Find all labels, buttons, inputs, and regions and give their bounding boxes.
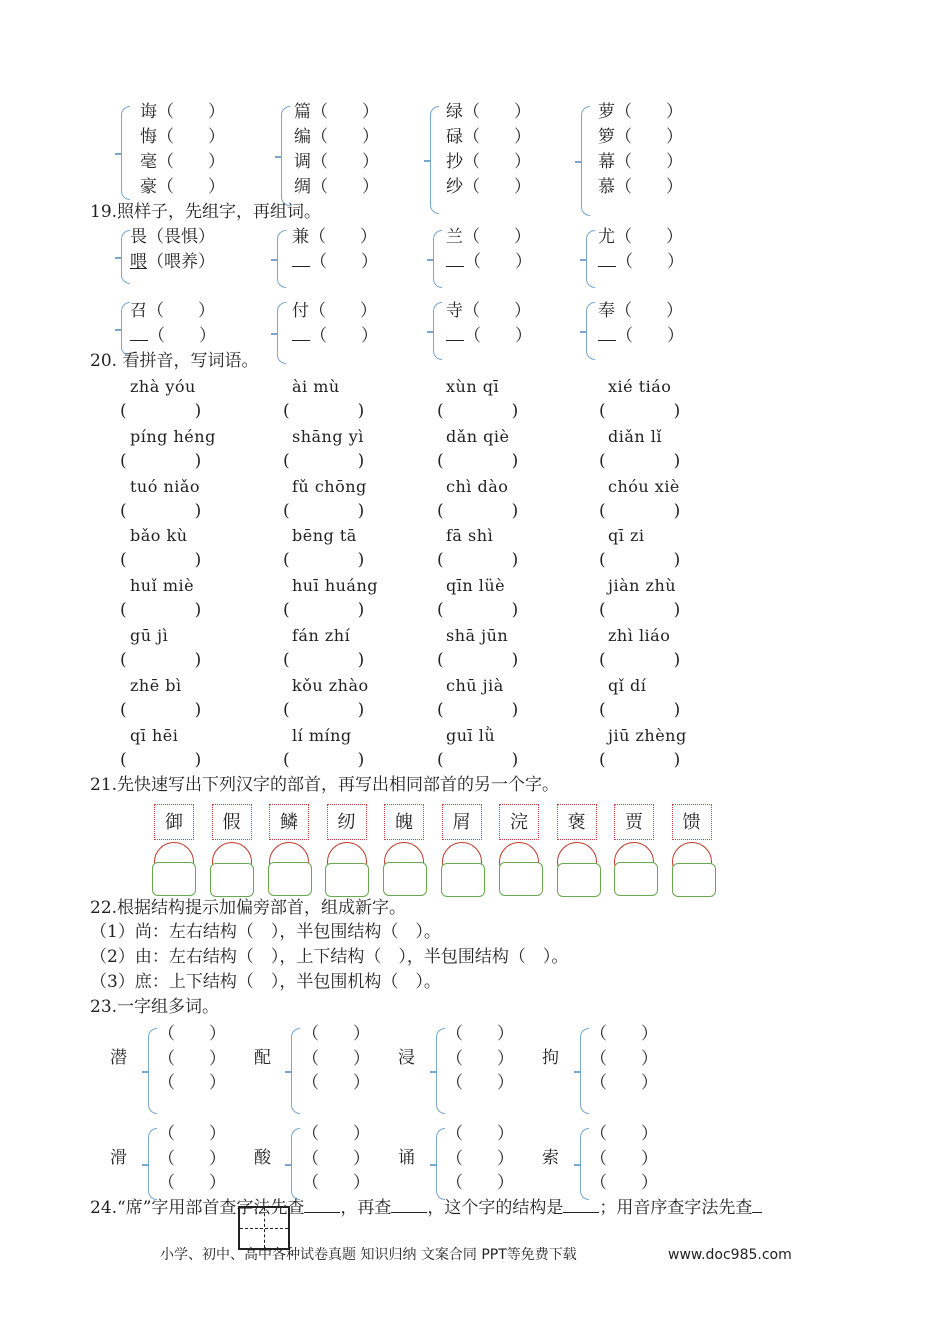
answer-parentheses[interactable]: ( ) (599, 699, 681, 720)
word-blank[interactable]: （ ） (590, 1124, 658, 1144)
char-group-item: 幕（ ） (598, 152, 683, 172)
word-blank[interactable]: （ ） (446, 1148, 514, 1169)
pinyin-label: qīn lüè (446, 576, 506, 596)
answer-parentheses[interactable]: ( ) (283, 650, 365, 670)
pinyin-label: chì dào (446, 476, 509, 496)
word-blank[interactable]: （ ） (590, 1173, 658, 1193)
answer-parentheses[interactable]: ( ) (283, 550, 365, 571)
brace (281, 106, 290, 206)
word-blank[interactable]: （ ） (446, 1173, 514, 1193)
blank[interactable] (130, 326, 148, 341)
section-20-title: 20. 看拼音，写词语。 (90, 351, 259, 371)
char-group-item: 纱（ ） (446, 177, 531, 197)
word-blank[interactable]: （ ） (302, 1124, 370, 1144)
answer-blank[interactable] (391, 1198, 427, 1213)
char-group-item: 编（ ） (294, 127, 379, 147)
compose-top: 奉（ ） (598, 301, 683, 321)
blank[interactable] (598, 326, 616, 341)
compose-top: 尤（ ） (598, 227, 683, 247)
pinyin-label: huǐ miè (130, 576, 195, 596)
compose-bottom: （ ） (446, 326, 532, 346)
char-group-item: 篇（ ） (294, 102, 379, 122)
brace (433, 230, 442, 288)
brace (121, 230, 130, 284)
answer-parentheses[interactable]: ( ) (120, 500, 202, 521)
pinyin-label: xié tiáo (608, 377, 672, 396)
base-char: 滑 (110, 1148, 127, 1168)
pinyin-label: bǎo kù (130, 526, 188, 546)
pinyin-label: fán zhí (292, 626, 351, 645)
example-bottom (130, 252, 215, 272)
section-21-title: 21.先快速写出下列汉字的部首，再写出相同部首的另一个字。 (90, 775, 560, 795)
same-radical-answer-box[interactable] (499, 862, 543, 896)
pinyin-label: jiū zhèng (608, 725, 687, 745)
radical-char-box: 屑 (442, 804, 482, 840)
word-blank[interactable]: （ ） (590, 1148, 658, 1169)
radical-char-box: 魄 (384, 804, 424, 840)
pinyin-label: jiàn zhù (608, 576, 677, 596)
radical-char-box: 纫 (327, 804, 367, 840)
section-22-line: （1）尚：左右结构（ ），半包围结构（ ）。 (90, 922, 441, 942)
pinyin-label: fǔ chōng (292, 476, 367, 496)
word-blank[interactable]: （ ） (446, 1024, 514, 1044)
same-radical-answer-box[interactable] (210, 863, 254, 897)
radical-char-box: 鳞 (269, 804, 309, 840)
answer-parentheses[interactable]: ( ) (283, 401, 365, 421)
word-blank[interactable]: （ ） (158, 1124, 226, 1144)
brace (580, 1028, 589, 1114)
example-char: 喂 (130, 252, 147, 272)
pinyin-label: zhà yóu (130, 377, 196, 396)
brace (436, 1028, 445, 1114)
example-top: 畏（畏惧） (130, 227, 215, 247)
word-blank[interactable]: （ ） (158, 1024, 226, 1044)
pinyin-label: huī huáng (292, 576, 379, 596)
answer-parentheses[interactable]: ( ) (437, 450, 519, 471)
char-group-item: 碌（ ） (446, 127, 531, 147)
compose-top: 付（ ） (292, 301, 377, 321)
pinyin-label: qǐ dí (608, 675, 647, 695)
answer-parentheses[interactable]: ( ) (120, 450, 202, 471)
compose-top: 寺（ ） (446, 301, 531, 321)
char-group-item: 萝（ ） (598, 102, 683, 122)
brace (121, 106, 130, 200)
char-group-item: 调（ ） (294, 152, 379, 172)
compose-top: 召（ ） (130, 301, 215, 321)
radical-char-box: 浣 (499, 804, 539, 840)
base-char: 配 (254, 1048, 271, 1068)
word-blank[interactable]: （ ） (302, 1148, 370, 1169)
brace (277, 302, 286, 364)
answer-parentheses[interactable]: ( ) (437, 600, 519, 621)
same-radical-answer-box[interactable] (152, 862, 196, 896)
char-group-item: 豪（ ） (140, 177, 225, 197)
answer-parentheses[interactable]: ( ) (283, 600, 365, 621)
pinyin-label: lí míng (292, 725, 352, 745)
same-radical-answer-box[interactable] (557, 863, 601, 897)
brace (586, 302, 595, 360)
answer-parentheses[interactable]: ( ) (437, 401, 519, 421)
answer-parentheses[interactable]: ( ) (283, 749, 365, 770)
char-group-item: 箩（ ） (598, 127, 683, 147)
same-radical-answer-box[interactable] (672, 863, 716, 897)
blank[interactable] (292, 326, 310, 341)
section-23-title: 23.一字组多词。 (90, 997, 220, 1017)
section-19-title: 19.照样子，先组字，再组词。 (90, 202, 322, 222)
word-blank[interactable]: （ ） (158, 1148, 226, 1169)
blank[interactable] (598, 252, 616, 267)
blank[interactable] (446, 326, 464, 341)
char-group-item: 绸（ ） (294, 177, 379, 197)
answer-parentheses[interactable]: ( ) (437, 500, 519, 521)
brace (121, 302, 130, 356)
compose-top: 兼（ ） (292, 227, 377, 247)
brace (148, 1128, 157, 1200)
answer-parentheses[interactable]: ( ) (599, 550, 681, 571)
pinyin-label: qī zi (608, 526, 645, 546)
footer-text: 小学、初中、高中各种试卷真题 知识归纳 文案合同 PPT等免费下载 (160, 1247, 577, 1263)
brace (580, 1128, 589, 1200)
brace (148, 1028, 157, 1114)
char-group-item: 毫（ ） (140, 152, 225, 172)
example-word: （喂养） (147, 252, 215, 272)
pinyin-label: kǒu zhào (292, 675, 369, 695)
pinyin-label: gū jì (130, 626, 169, 645)
answer-parentheses[interactable]: ( ) (437, 699, 519, 720)
blank[interactable] (446, 252, 464, 267)
char-group-item: 诲（ ） (140, 102, 225, 122)
brace (291, 1128, 300, 1200)
brace (277, 230, 286, 288)
answer-parentheses[interactable]: ( ) (599, 450, 681, 471)
pinyin-label: ài mù (292, 377, 340, 396)
answer-blank[interactable] (752, 1198, 762, 1213)
compose-bottom: （ ） (130, 326, 216, 346)
brace (430, 106, 439, 214)
compose-bottom: （ ） (598, 326, 684, 346)
pinyin-label: shā jūn (446, 626, 509, 645)
same-radical-answer-box[interactable] (268, 862, 312, 896)
base-char: 诵 (398, 1148, 415, 1168)
brace (291, 1028, 300, 1114)
radical-char-box: 馈 (672, 804, 712, 840)
pinyin-label: zhì liáo (608, 626, 671, 645)
word-blank[interactable]: （ ） (446, 1048, 514, 1069)
word-blank[interactable]: （ ） (446, 1124, 514, 1144)
same-radical-answer-box[interactable] (383, 862, 427, 896)
pinyin-label: qī hēi (130, 725, 179, 745)
answer-parentheses[interactable]: ( ) (599, 500, 681, 521)
pinyin-label: zhē bì (130, 675, 182, 695)
brace (433, 302, 442, 360)
answer-parentheses[interactable]: ( ) (437, 550, 519, 571)
word-blank[interactable]: （ ） (590, 1073, 658, 1093)
same-radical-answer-box[interactable] (441, 863, 485, 897)
answer-blank[interactable] (563, 1198, 599, 1213)
pinyin-label: chóu xiè (608, 476, 680, 496)
pinyin-label: guī lǜ (446, 725, 496, 745)
word-blank[interactable]: （ ） (158, 1048, 226, 1069)
word-blank[interactable]: （ ） (590, 1048, 658, 1069)
answer-parentheses[interactable]: ( ) (283, 699, 365, 720)
answer-parentheses[interactable]: ( ) (599, 401, 681, 421)
answer-parentheses[interactable]: ( ) (599, 749, 681, 770)
word-blank[interactable]: （ ） (302, 1048, 370, 1069)
answer-parentheses[interactable]: ( ) (599, 600, 681, 621)
writing-grid-box[interactable] (238, 1206, 290, 1250)
brace (436, 1128, 445, 1200)
base-char: 浸 (398, 1048, 415, 1068)
footer-site[interactable]: www.doc985.com (668, 1247, 792, 1263)
word-blank[interactable]: （ ） (158, 1073, 226, 1093)
char-group-item: 抄（ ） (446, 152, 531, 172)
word-blank[interactable]: （ ） (158, 1173, 226, 1193)
blank[interactable] (292, 252, 310, 267)
pinyin-label: píng héng (130, 426, 216, 446)
section-22-line: （3）庶：上下结构（ ），半包围机构（ ）。 (90, 972, 441, 992)
brace (581, 106, 590, 216)
same-radical-answer-box[interactable] (325, 863, 369, 897)
pinyin-label: chū jià (446, 675, 504, 695)
answer-parentheses[interactable]: ( ) (283, 500, 365, 521)
answer-parentheses[interactable]: ( ) (120, 600, 202, 621)
answer-parentheses[interactable]: ( ) (599, 650, 681, 670)
answer-parentheses[interactable]: ( ) (437, 650, 519, 670)
section-22-line: （2）由：左右结构（ ），上下结构（ ），半包围结构（ ）。 (90, 947, 569, 967)
compose-bottom: （ ） (292, 252, 378, 272)
answer-blank[interactable] (304, 1198, 340, 1213)
word-blank[interactable]: （ ） (302, 1073, 370, 1093)
compose-bottom: （ ） (446, 252, 532, 272)
word-blank[interactable]: （ ） (302, 1173, 370, 1193)
answer-parentheses[interactable]: ( ) (120, 550, 202, 571)
word-blank[interactable]: （ ） (590, 1024, 658, 1044)
compose-bottom: （ ） (292, 326, 378, 346)
same-radical-answer-box[interactable] (614, 862, 658, 896)
radical-char-box: 假 (212, 804, 252, 840)
pinyin-label: bēng tā (292, 526, 357, 546)
base-char: 索 (542, 1148, 559, 1168)
base-char: 潜 (110, 1048, 127, 1068)
radical-char-box: 贾 (614, 804, 654, 840)
brace (586, 230, 595, 288)
compose-bottom: （ ） (598, 252, 684, 272)
section-22-title: 22.根据结构提示加偏旁部首，组成新字。 (90, 898, 407, 918)
pinyin-label: xùn qī (446, 377, 500, 396)
base-char: 拘 (542, 1048, 559, 1068)
compose-top: 兰（ ） (446, 227, 531, 247)
pinyin-label: dǎn qiè (446, 426, 510, 446)
word-blank[interactable]: （ ） (302, 1024, 370, 1044)
word-blank[interactable]: （ ） (446, 1073, 514, 1093)
pinyin-label: diǎn lǐ (608, 426, 663, 446)
radical-char-box: 御 (154, 804, 194, 840)
answer-parentheses[interactable]: ( ) (283, 450, 365, 471)
section-24-text: 24.“席”字用部首查字法先查 ，再查 ，这个字的结构是 ；用音序查字法先查 (90, 1198, 762, 1218)
answer-parentheses[interactable]: ( ) (120, 650, 202, 670)
base-char: 酸 (254, 1148, 271, 1168)
pinyin-label: fā shì (446, 526, 494, 546)
answer-parentheses[interactable]: ( ) (437, 749, 519, 770)
answer-parentheses[interactable]: ( ) (120, 401, 202, 421)
char-group-item: 绿（ ） (446, 102, 531, 122)
char-group-item: 悔（ ） (140, 127, 225, 147)
answer-parentheses[interactable]: ( ) (120, 699, 202, 720)
answer-parentheses[interactable]: ( ) (120, 749, 202, 770)
pinyin-label: shāng yì (292, 426, 364, 446)
radical-char-box: 褒 (557, 804, 597, 840)
pinyin-label: tuó niǎo (130, 476, 201, 496)
char-group-item: 慕（ ） (598, 177, 683, 197)
